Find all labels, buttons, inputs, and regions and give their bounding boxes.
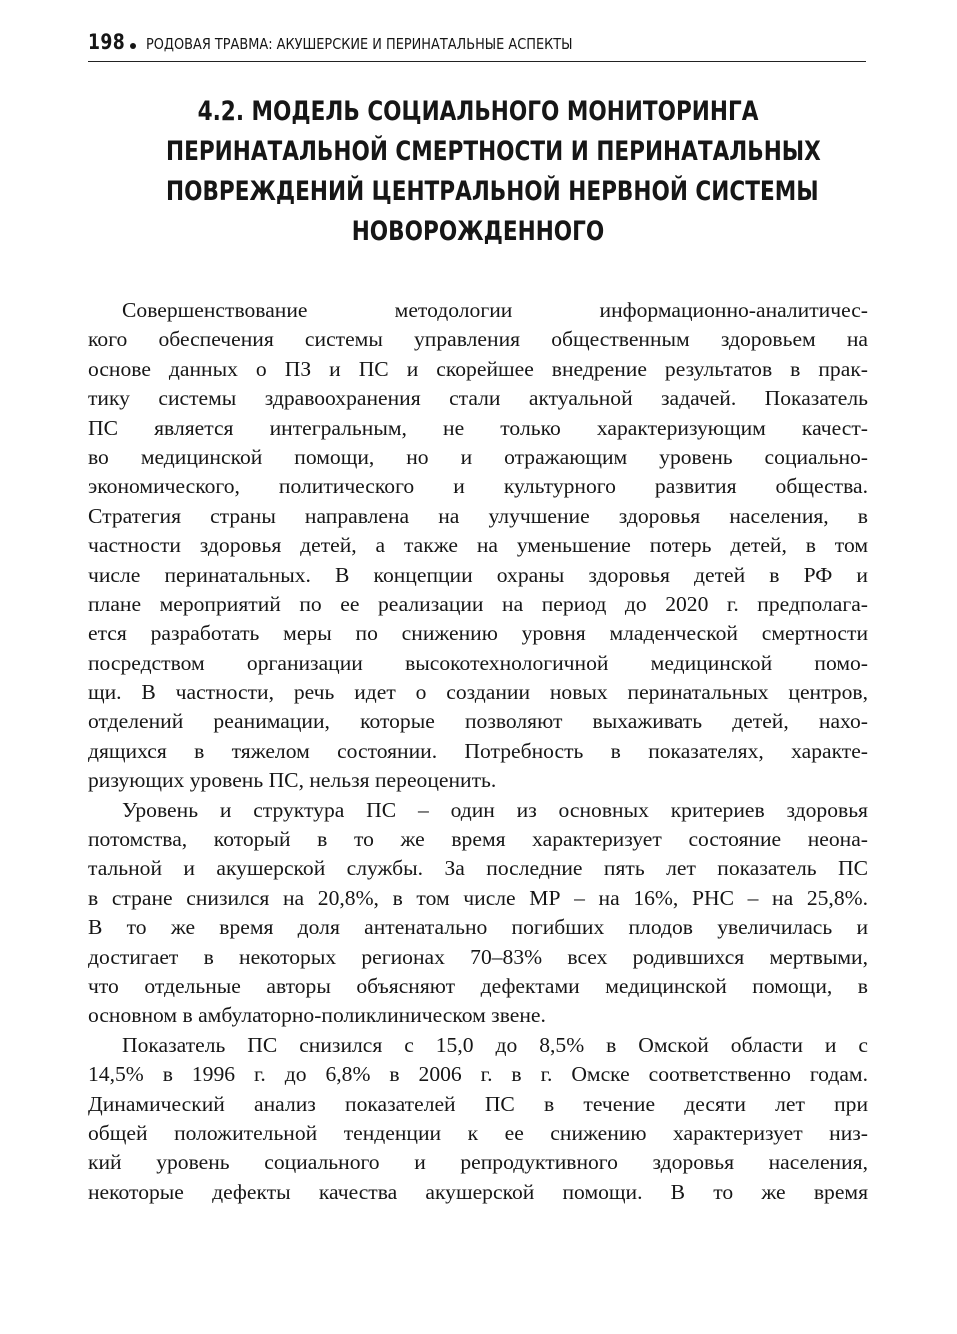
text-line: числе перинатальных. В концепции охраны здоровья детей в РФ и bbox=[88, 562, 868, 587]
text-line: Стратегия страны направлена на улучшение здоровья населения, в bbox=[88, 503, 868, 528]
text-line: в стране снизился на 20,8%, в том числе МР – на 16%, РНС – на 25,8%. bbox=[88, 885, 868, 910]
text-line: ПС является интегральным, не только характеризующим качест- bbox=[88, 415, 868, 440]
text-line: основном в амбулаторно-поликлиническом звене. bbox=[88, 1003, 546, 1028]
text-line: плане мероприятий по ее реализации на период до 2020 г. предполага- bbox=[88, 591, 868, 616]
text-line: основе данных о ПЗ и ПС и скорейшее внедрение результатов в прак- bbox=[88, 356, 868, 381]
text-line: во медицинской помощи, но и отражающим уровень социально- bbox=[88, 444, 868, 469]
text-line: посредством организации высокотехнологичной медицинской помо- bbox=[88, 650, 868, 675]
paragraph bbox=[88, 796, 868, 1031]
text-line: достигает в некоторых регионах 70–83% всех родившихся мертвыми, bbox=[88, 944, 868, 969]
text-line: отделений реанимации, которые позволяют выхаживать детей, нахо- bbox=[88, 709, 868, 734]
text-line: что отдельные авторы объясняют дефектами медицинской помощи, в bbox=[88, 973, 868, 998]
section-title-line: НОВОРОЖДЕННОГО bbox=[351, 216, 605, 247]
paragraph bbox=[88, 296, 868, 796]
running-header bbox=[88, 30, 868, 64]
section-title-line: 4.2. МОДЕЛЬ СОЦИАЛЬНОГО МОНИТОРИНГА bbox=[197, 96, 759, 127]
text-line: Показатель ПС снизился с 15,0 до 8,5% в Омской области и с bbox=[122, 1032, 868, 1057]
text-line: кого обеспечения системы управления общественным здоровьем на bbox=[88, 327, 868, 352]
paragraph bbox=[88, 1031, 868, 1207]
text-line: Уровень и структура ПС – один из основных критериев здоровья bbox=[122, 797, 868, 822]
text-line: В то же время доля антенатально погибших плодов увеличилась и bbox=[88, 915, 868, 940]
body-text bbox=[88, 296, 868, 1207]
text-line: тальной и акушерской службы. За последние пять лет показатель ПС bbox=[88, 856, 868, 881]
header-rule bbox=[88, 61, 866, 62]
text-line: 14,5% в 1996 г. до 6,8% в 2006 г. в г. Омске соответственно годам. bbox=[88, 1062, 868, 1087]
text-line: потомства, который в то же время характеризует состояние неона- bbox=[88, 827, 868, 852]
bullet-icon bbox=[130, 43, 136, 49]
text-line: ется разработать меры по снижению уровня младенческой смертности bbox=[88, 621, 868, 646]
page-number: 198 bbox=[88, 30, 126, 54]
text-line: щи. В частности, речь идет о создании новых перинатальных центров, bbox=[88, 680, 868, 705]
text-line: дящихся в тяжелом состоянии. Потребность в показателях, характе- bbox=[88, 738, 868, 763]
section-title-line: ПОВРЕЖДЕНИЙ ЦЕНТРАЛЬНОЙ НЕРВНОЙ СИСТЕМЫ bbox=[166, 176, 819, 207]
text-line: экономического, политического и культурного развития общества. bbox=[88, 474, 868, 499]
text-line: некоторые дефекты качества акушерской помощи. В то же время bbox=[88, 1179, 868, 1204]
text-line: кий уровень социального и репродуктивного здоровья населения, bbox=[88, 1150, 868, 1175]
section-title-line: ПЕРИНАТАЛЬНОЙ СМЕРТНОСТИ И ПЕРИНАТАЛЬНЫХ bbox=[166, 136, 821, 167]
text-line: ризующих уровень ПС, нельзя переоценить. bbox=[88, 768, 497, 793]
text-line: частности здоровья детей, а также на уменьшение потерь детей, в том bbox=[88, 533, 868, 558]
text-line: Динамический анализ показателей ПС в течение десяти лет при bbox=[88, 1091, 868, 1116]
text-line: тику системы здравоохранения стали актуальной задачей. Показатель bbox=[88, 386, 868, 411]
text-line: Совершенствование методологии информационно-аналитичес- bbox=[122, 298, 868, 322]
section-title bbox=[88, 92, 868, 252]
running-title: РОДОВАЯ ТРАВМА: АКУШЕРСКИЕ И ПЕРИНАТАЛЬНЫЕ АСПЕКТЫ bbox=[146, 35, 573, 53]
text-line: общей положительной тенденции к ее снижению характеризует низ- bbox=[88, 1120, 868, 1145]
